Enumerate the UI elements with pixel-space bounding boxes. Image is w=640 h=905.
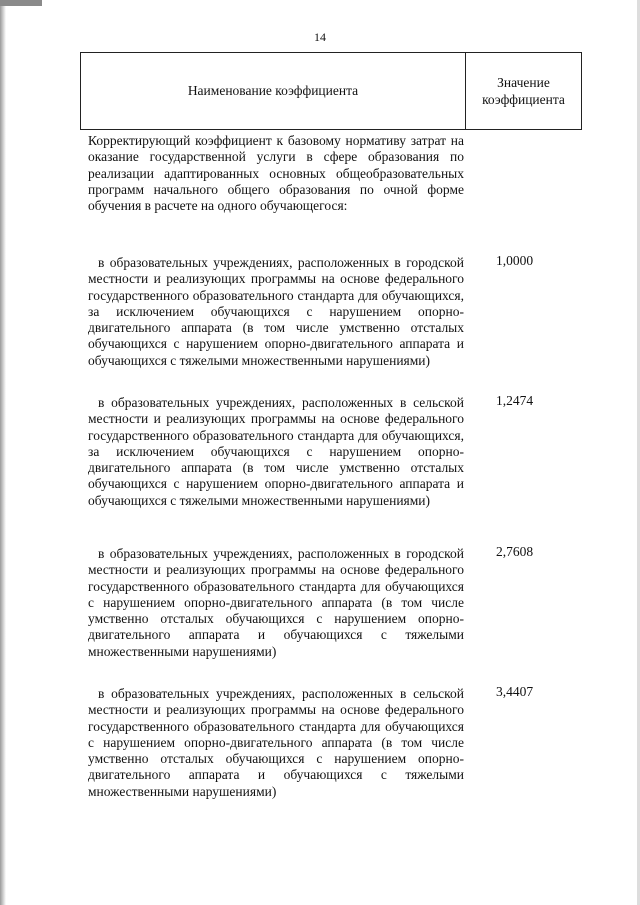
intro-paragraph: Корректирующий коэффициент к базовому нормативу затрат на оказание государственной услуги в сфере образования по реализации адаптированных основных общеобразовательных программ начального общего образования по очной форме обучения в расчете на одного обучающегося: <box>88 133 464 214</box>
row-urban-value: 1,0000 <box>496 253 534 268</box>
header-coefficient-value: Значение коэффициента <box>482 75 565 107</box>
table-header <box>80 52 582 130</box>
row-urban-text: в образовательных учреждениях, расположенных в городской местности и реализующих программы на основе федерального государственного образовательного стандарта для обучающихся, за исключением обучающихся с нарушением опорно-двигательного аппарата (в том числе умственно отсталых обучающихся с нарушением опорно-двигательного аппарата и обучающихся с тяжелыми множественными нарушениями) <box>88 255 464 368</box>
row-rural-musculoskeletal-text: в образовательных учреждениях, расположенных в сельской местности и реализующих программы на основе федерального государственного образовательного стандарта для обучающихся с нарушением опорно-двигательного аппарата (в том числе умственно отсталых обучающихся с нарушением опорно-двигательного аппарата и обучающихся с тяжелыми множественными нарушениями) <box>88 686 464 799</box>
page-number: 14 <box>314 30 326 44</box>
row-urban-musculoskeletal-value: 2,7608 <box>496 544 534 559</box>
row-urban-musculoskeletal-text: в образовательных учреждениях, расположенных в городской местности и реализующих программы на основе федерального государственного образовательного стандарта для обучающихся с нарушением опорно-двигательного аппарата (в том числе умственно отсталых обучающихся с нарушением опорно-двигательного аппарата и обучающихся с тяжелыми множественными нарушениями) <box>88 546 464 659</box>
row-rural-value: 1,2474 <box>496 393 534 408</box>
row-rural-text: в образовательных учреждениях, расположенных в сельской местности и реализующих программы на основе федерального государственного образовательного стандарта для обучающихся, за исключением обучающихся с нарушением опорно-двигательного аппарата (в том числе умственно отсталых обучающихся с нарушением опорно-двигательного аппарата и обучающихся с тяжелыми множественными нарушениями) <box>88 395 464 508</box>
row-rural-musculoskeletal-value: 3,4407 <box>496 684 534 699</box>
scan-corner-mark <box>0 0 42 6</box>
scan-edge-shadow <box>0 0 6 905</box>
header-coefficient-name: Наименование коэффициента <box>81 53 466 129</box>
